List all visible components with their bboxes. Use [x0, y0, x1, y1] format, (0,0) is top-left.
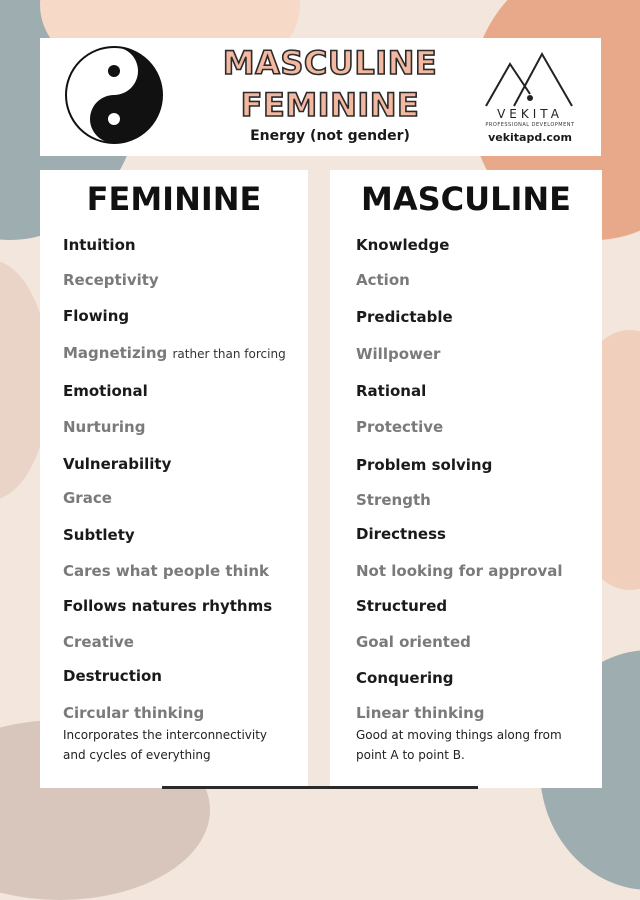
note-line: Incorporates the interconnectivity [63, 728, 268, 742]
feminine-trait: Circular thinking [63, 704, 205, 722]
masculine-note [356, 725, 596, 765]
yin-yang-icon [64, 45, 164, 145]
masculine-trait: Problem solving [356, 456, 493, 474]
logo-wordmark: VEKITA [497, 107, 563, 121]
feminine-trait: Intuition [63, 236, 136, 254]
bottom-divider [162, 786, 478, 789]
feminine-trait: Subtlety [63, 526, 135, 544]
masculine-trait: Protective [356, 418, 444, 436]
feminine-trait: Nurturing [63, 418, 146, 436]
vekita-logo [480, 48, 580, 128]
masculine-trait: Conquering [356, 669, 454, 687]
feminine-trait: Emotional [63, 382, 148, 400]
masculine-column [330, 170, 602, 788]
feminine-trait: Grace [63, 489, 112, 507]
feminine-trait: Magnetizing rather than forcing [63, 344, 286, 362]
logo-url: vekitapd.com [488, 131, 572, 144]
masculine-trait: Predictable [356, 308, 453, 326]
masculine-trait: Not looking for approval [356, 562, 563, 580]
feminine-heading: FEMININE [86, 180, 262, 218]
title-feminine: FEMININE [240, 86, 420, 124]
masculine-trait: Structured [356, 597, 448, 615]
note-line: point A to point B. [356, 748, 465, 762]
masculine-trait: Directness [356, 525, 446, 543]
masculine-trait: Linear thinking [356, 704, 485, 722]
masculine-trait: Rational [356, 382, 427, 400]
note-line: and cycles of everything [63, 748, 211, 762]
feminine-column [40, 170, 308, 788]
masculine-trait: Action [356, 271, 410, 289]
logo-tagline: PROFESSIONAL DEVELOPMENT [485, 122, 575, 128]
masculine-trait: Strength [356, 491, 431, 509]
feminine-trait: Flowing [63, 307, 130, 325]
feminine-trait: Creative [63, 633, 134, 651]
masculine-heading: MASCULINE [360, 180, 572, 218]
note-line: Good at moving things along from [356, 728, 562, 742]
header-card [40, 38, 601, 156]
trait-qualifier: rather than forcing [172, 347, 286, 361]
feminine-trait: Cares what people think [63, 562, 270, 580]
feminine-trait: Destruction [63, 667, 162, 685]
feminine-note [63, 725, 303, 765]
feminine-trait: Follows natures rhythms [63, 597, 273, 615]
mountain-logo-icon [480, 48, 580, 110]
feminine-trait: Receptivity [63, 271, 159, 289]
masculine-trait: Knowledge [356, 236, 450, 254]
subtitle: Energy (not gender) [250, 128, 410, 144]
feminine-trait: Vulnerability [63, 455, 172, 473]
masculine-trait: Goal oriented [356, 633, 471, 651]
title-masculine: MASCULINE [222, 44, 438, 82]
masculine-trait: Willpower [356, 345, 441, 363]
